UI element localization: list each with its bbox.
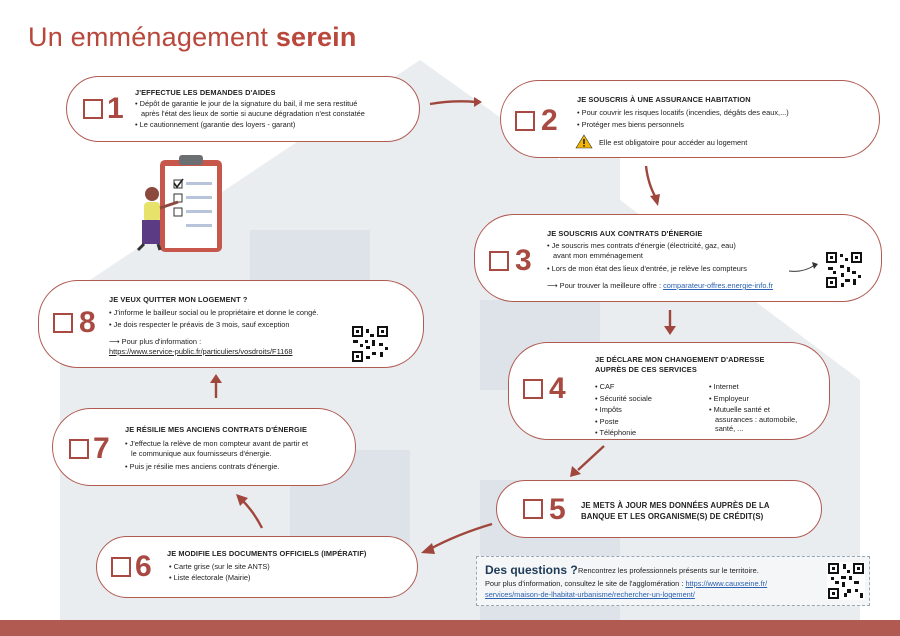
step-6-list — [169, 561, 270, 583]
step-5-checkbox[interactable] — [523, 499, 543, 519]
cauxseine-link-part2[interactable]: services/maison-de-lhabitat-urbanisme/rechercher-un-logement/ — [485, 590, 695, 599]
step-4-services-col1 — [595, 381, 652, 439]
step-4-services-col2 — [709, 381, 770, 416]
questions-title: Des questions ? — [485, 563, 578, 577]
list-item: • J'informe le bailleur social ou le propriétaire et donne le congé. — [109, 307, 318, 319]
step-3-list-2 — [547, 264, 747, 274]
list-item-continuation: assurances : automobile, — [715, 415, 798, 424]
list-item: • Lors de mon état des lieux d'entrée, je relève les compteurs — [547, 264, 747, 274]
list-item: • Internet — [709, 381, 770, 393]
arrow-right-icon: ⟶ — [547, 281, 558, 290]
warning-icon — [575, 134, 593, 149]
list-item: • CAF — [595, 381, 652, 393]
step-7-checkbox[interactable] — [69, 439, 89, 459]
step-2-checkbox[interactable] — [515, 111, 535, 131]
questions-info-prefix: Pour plus d'information, consultez le site de l'agglomération : — [485, 579, 684, 588]
arrow-2-to-3 — [640, 164, 664, 208]
list-item: • Protéger mes biens personnels — [577, 119, 789, 131]
step-1-list — [135, 99, 357, 109]
step-6-number: 6 — [135, 550, 152, 583]
step-3-checkbox[interactable] — [489, 251, 509, 271]
list-item: • Mutuelle santé et — [709, 404, 770, 416]
step-2-card — [500, 80, 880, 158]
questions-info-line — [485, 579, 767, 588]
step-5-title-line2: BANQUE ET LES ORGANISME(S) DE CRÉDIT(S) — [581, 512, 764, 521]
service-public-link[interactable]: https://www.service-public.fr/particuliers/vosdroits/F1168 — [109, 347, 293, 356]
step-7-list-2 — [125, 462, 279, 472]
link-prefix: Pour plus d'information : — [121, 337, 202, 346]
page-title: Un emménagement serein — [28, 22, 357, 52]
list-item: • Liste électorale (Mairie) — [169, 572, 270, 583]
list-item: • Impôts — [595, 404, 652, 416]
list-item-continuation: après l'état des lieux de sortie si aucune dégradation n'est constatée — [141, 109, 365, 118]
step-1-title: J'EFFECTUE LES DEMANDES D'AIDES — [135, 88, 276, 97]
arrow-4-to-5 — [566, 444, 608, 478]
arrow-right-icon: ⟶ — [109, 337, 120, 346]
step-6-card — [96, 536, 418, 598]
step-1-number: 1 — [107, 92, 124, 125]
questions-link-line — [485, 590, 695, 599]
arrow-6-to-7 — [232, 490, 266, 530]
qr-code-icon — [827, 562, 865, 600]
step-3-link-line — [547, 281, 773, 291]
link-prefix: Pour trouver la meilleure offre : — [559, 281, 661, 290]
list-item-continuation: le communique aux fournisseurs d'énergie. — [131, 449, 272, 458]
step-6-checkbox[interactable] — [111, 557, 131, 577]
list-item-continuation: santé, ... — [715, 424, 744, 433]
cauxseine-link-part1[interactable]: https://www.cauxseine.fr/ — [685, 579, 768, 588]
list-item: • Sécurité sociale — [595, 393, 652, 405]
questions-box — [476, 556, 870, 606]
list-item: • Poste — [595, 416, 652, 428]
curved-arrow-icon — [787, 259, 821, 275]
step-5-title-line1: JE METS À JOUR MES DONNÉES AUPRÈS DE LA — [581, 501, 770, 510]
step-4-card — [508, 342, 830, 440]
step-3-card — [474, 214, 882, 302]
step-8-number: 8 — [79, 306, 96, 339]
list-item: • Dépôt de garantie le jour de la signature du bail, il me sera restitué — [135, 99, 357, 109]
arrow-5-to-6 — [418, 522, 494, 556]
list-item: • Le cautionnement (garantie des loyers - garant) — [135, 120, 295, 130]
arrow-3-to-4 — [662, 308, 678, 336]
step-4-number: 4 — [549, 372, 566, 405]
footer-bar — [0, 620, 900, 636]
qr-code-icon — [351, 325, 389, 363]
step-5-card — [496, 480, 822, 538]
list-item: • Puis je résilie mes anciens contrats d'énergie. — [125, 462, 279, 472]
step-2-number: 2 — [541, 104, 558, 137]
step-8-list — [109, 307, 318, 331]
step-7-number: 7 — [93, 432, 110, 465]
list-item: • Téléphonie — [595, 427, 652, 439]
step-7-list — [125, 439, 308, 449]
step-7-title: JE RÉSILIE MES ANCIENS CONTRATS D'ÉNERGIE — [125, 425, 308, 434]
step-2-warning-text: Elle est obligatoire pour accéder au logement — [599, 138, 748, 147]
qr-code-icon — [825, 251, 863, 289]
list-item: • Je dois respecter le préavis de 3 mois, sauf exception — [109, 319, 318, 331]
arrow-7-to-8 — [208, 372, 224, 400]
step-1-card — [66, 76, 420, 142]
questions-text: Rencontrez les professionnels présents sur le territoire. — [578, 566, 759, 575]
step-8-card — [38, 280, 424, 368]
step-1-list-2 — [135, 120, 295, 130]
step-4-title-line2: AUPRÈS DE CES SERVICES — [595, 365, 697, 374]
list-item: • Employeur — [709, 393, 770, 405]
arrow-1-to-2 — [428, 96, 484, 110]
list-item-continuation: avant mon emménagement — [553, 251, 643, 260]
step-8-link-prefix-line — [109, 337, 201, 347]
step-8-title: JE VEUX QUITTER MON LOGEMENT ? — [109, 295, 248, 304]
list-item: • Pour couvrir les risques locatifs (incendies, dégâts des eaux,...) — [577, 107, 789, 119]
energy-comparator-link[interactable]: comparateur-offres.energie-info.fr — [663, 281, 774, 290]
step-4-title-line1: JE DÉCLARE MON CHANGEMENT D'ADRESSE — [595, 355, 765, 364]
list-item: • J'effectue la relève de mon compteur avant de partir et — [125, 439, 308, 449]
step-7-card — [52, 408, 356, 486]
step-2-list — [577, 107, 789, 131]
step-4-checkbox[interactable] — [523, 379, 543, 399]
list-item: • Carte grise (sur le site ANTS) — [169, 561, 270, 572]
list-item: • Je souscris mes contrats d'énergie (électricité, gaz, eau) — [547, 241, 736, 251]
step-2-title: JE SOUSCRIS À UNE ASSURANCE HABITATION — [577, 95, 751, 104]
step-8-checkbox[interactable] — [53, 313, 73, 333]
step-1-checkbox[interactable] — [83, 99, 103, 119]
step-3-list — [547, 241, 736, 251]
step-6-title: JE MODIFIE LES DOCUMENTS OFFICIELS (IMPÉRATIF) — [167, 549, 367, 558]
step-3-title: JE SOUSCRIS AUX CONTRATS D'ÉNERGIE — [547, 229, 703, 238]
step-3-number: 3 — [515, 244, 532, 277]
step-5-number: 5 — [549, 493, 566, 526]
clipboard-illustration — [122, 152, 240, 262]
